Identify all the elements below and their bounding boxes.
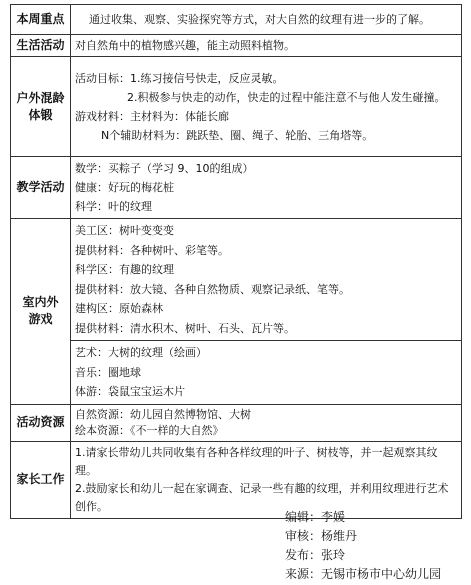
credit-source: 来源：无锡市杨市中心幼儿园 <box>285 567 442 581</box>
row-parent-work <box>11 441 462 518</box>
build-zone: 建构区：原始森林 <box>75 302 163 315</box>
life-activity-text: 对自然角中的植物感兴趣，能主动照料植物。 <box>75 38 295 52</box>
outdoor-exercise-label-line1: 户外混龄 <box>16 90 65 105</box>
art-zone: 美工区：树叶变变变 <box>75 224 174 237</box>
outdoor-goal-2: 2.积极参与快走的动作，快走的过程中能注意不与他人发生碰撞。 <box>127 90 446 104</box>
parent-work-item-1: 1.请家长带幼儿共同收集有各种各样纹理的叶子、树枝等，并一起观察其纹理。 <box>75 445 438 477</box>
credit-reviewer: 审核：杨维丹 <box>285 529 358 543</box>
credit-publisher: 发布：张玲 <box>285 548 346 562</box>
credit-editor: 编辑：李媛 <box>285 510 346 524</box>
games-subsection <box>71 340 461 402</box>
outdoor-aux-material: N个辅助材料为：跳跃垫、圈、绳子、轮胎、三角塔等。 <box>101 128 374 142</box>
outdoor-main-material: 游戏材料：主材料为：体能长廊 <box>75 109 229 123</box>
article-credits <box>285 508 441 584</box>
row-outdoor-exercise <box>11 57 462 157</box>
activity-resources-label: 活动资源 <box>11 404 71 441</box>
row-life-activity <box>11 35 462 57</box>
row-activity-resources <box>11 404 462 441</box>
music-activity: 音乐：圈地球 <box>75 365 141 379</box>
parent-work-item-2: 2.鼓励家长和幼儿一起在家调查、记录一些有趣的纹理，并利用纹理进行艺术创作。 <box>75 481 449 513</box>
row-teaching-activity <box>11 157 462 219</box>
science-zone-material: 提供材料：放大镜、各种自然物质、观察记录纸、笔等。 <box>75 282 350 296</box>
life-activity-label: 生活活动 <box>11 35 71 57</box>
weekly-plan-table <box>10 4 462 519</box>
book-resource: 绘本资源：《不一样的大自然》 <box>75 423 224 437</box>
row-weekly-focus <box>11 5 462 35</box>
sport-game: 体游：袋鼠宝宝运木片 <box>75 385 185 398</box>
games-label-line2: 游戏 <box>28 312 53 327</box>
teaching-science: 科学：叶的纹理 <box>75 200 152 213</box>
teaching-math: 数学：买粽子（学习 9、10的组成） <box>75 162 254 175</box>
games-label-line1: 室内外 <box>22 295 59 310</box>
art-zone-material: 提供材料：各种树叶、彩笔等。 <box>75 243 229 257</box>
build-zone-material: 提供材料：清水积木、树叶、石头、瓦片等。 <box>75 321 295 335</box>
parent-work-label: 家长工作 <box>11 441 71 518</box>
outdoor-goal-1: 活动目标：1.练习接信号快走，反应灵敏。 <box>75 71 284 85</box>
teaching-activity-label: 教学活动 <box>11 157 71 219</box>
art-activity: 艺术：大树的纹理（绘画） <box>75 346 207 359</box>
outdoor-exercise-label-line2: 体锻 <box>28 107 53 122</box>
teaching-health: 健康：好玩的梅花桩 <box>75 181 174 194</box>
weekly-focus-text: 通过收集、观察、实验探究等方式，对大自然的纹理有进一步的了解。 <box>89 12 430 26</box>
nature-resource: 自然资源：幼儿园自然博物馆、大树 <box>75 407 251 421</box>
row-indoor-outdoor-games <box>11 219 462 405</box>
science-zone: 科学区：有趣的纹理 <box>75 263 174 276</box>
weekly-focus-label: 本周重点 <box>11 5 71 35</box>
